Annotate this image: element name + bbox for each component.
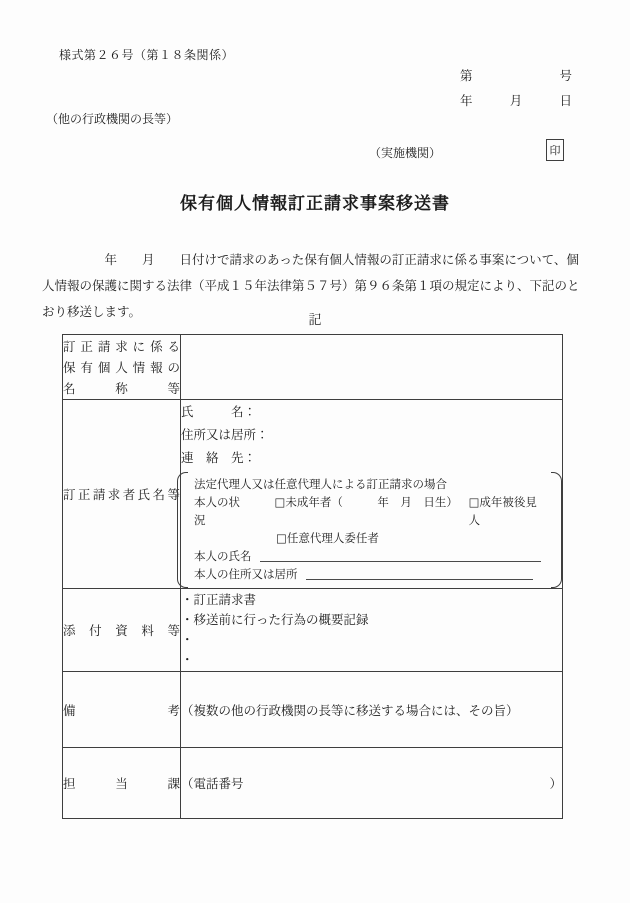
phone-number-label: （電話番号 [181, 776, 244, 791]
address-field-label: 住所又は居所： [181, 427, 269, 442]
row1-value-cell [181, 335, 563, 400]
body-line: 人情報の保護に関する法律（平成１５年法律第５７号）第９６条第１項の規定により、下記のと [42, 278, 580, 293]
seal-mark: 印 [546, 139, 564, 161]
person-name-underline [260, 547, 542, 562]
remarks-cell [181, 672, 563, 748]
person-address-row [194, 565, 547, 583]
body-line: 年 月 日付けで請求のあった保有個人情報の訂正請求に係る事案について、個 [42, 252, 579, 267]
requester-cell [181, 400, 563, 589]
adult-ward-checkbox: □成年被後見人 [468, 495, 537, 527]
phone-number-row [181, 774, 562, 792]
row1-header-line: 保有個人情報の [63, 359, 180, 375]
person-status-label: 本人の状況 [194, 495, 240, 527]
left-bracket [177, 472, 188, 588]
doc-number-line [460, 63, 572, 88]
doc-no-prefix: 第 [460, 68, 473, 83]
sender-label: （実施機関） [369, 146, 442, 160]
name-field-label: 氏 名： [181, 404, 257, 419]
attachment-item: ・ [181, 652, 194, 667]
document-title: 保有個人情報訂正請求事案移送書 [180, 194, 450, 214]
legal-agent-content [188, 472, 551, 588]
form-number: 様式第２６号（第１８条関係） [59, 48, 235, 62]
table-row-attachments [63, 589, 563, 672]
charge-section-cell [181, 748, 563, 819]
person-name-label: 本人の氏名 [194, 549, 252, 563]
row5-header: 担当課 [63, 748, 181, 819]
addressee-label: （他の行政機関の長等） [46, 112, 179, 126]
doc-no-suffix: 号 [559, 68, 572, 83]
table-row-charge-section [63, 748, 563, 819]
phone-close-paren: ） [549, 776, 562, 791]
attachments-cell [181, 589, 563, 672]
person-address-underline [306, 565, 534, 580]
table-row-personal-info-name [63, 335, 563, 400]
voluntary-agent-checkbox: □任意代理人委任者 [276, 531, 379, 545]
table-row-remarks [63, 672, 563, 748]
row1-header-line: 訂正請求に係る [63, 338, 180, 354]
date-day-label: 日 [559, 93, 572, 108]
person-status-line [194, 493, 547, 529]
person-address-label: 本人の住所又は居所 [194, 567, 298, 581]
row1-header-line: 名称等 [63, 380, 180, 396]
row2-header: 訂正請求者氏名等 [63, 400, 181, 589]
row4-header: 備考 [63, 672, 181, 748]
contact-field-label: 連 絡 先： [181, 450, 257, 465]
row3-header: 添付資料等 [63, 589, 181, 672]
agent-box-title: 法定代理人又は任意代理人による訂正請求の場合 [194, 477, 447, 491]
body-line: おり移送します。 [42, 304, 142, 319]
table-row-requester [63, 400, 563, 589]
attachment-item: ・ [181, 632, 194, 647]
date-month-label: 月 [509, 93, 523, 108]
row1-header [63, 335, 181, 400]
date-line [460, 88, 572, 113]
attachment-item: ・訂正請求書 [181, 592, 257, 607]
ki-marker: 記 [308, 313, 322, 328]
right-bracket [551, 472, 562, 588]
minor-checkbox: □未成年者（ 年 月 日生） [274, 495, 458, 509]
person-name-row [194, 547, 547, 565]
doc-number-date-block [460, 63, 572, 113]
date-year-label: 年 [460, 93, 473, 108]
form-table [62, 334, 563, 819]
remarks-note: （複数の他の行政機関の長等に移送する場合には、その旨） [181, 702, 519, 718]
legal-agent-box [177, 472, 562, 588]
attachment-item: ・移送前に行った行為の概要記録 [181, 612, 369, 627]
